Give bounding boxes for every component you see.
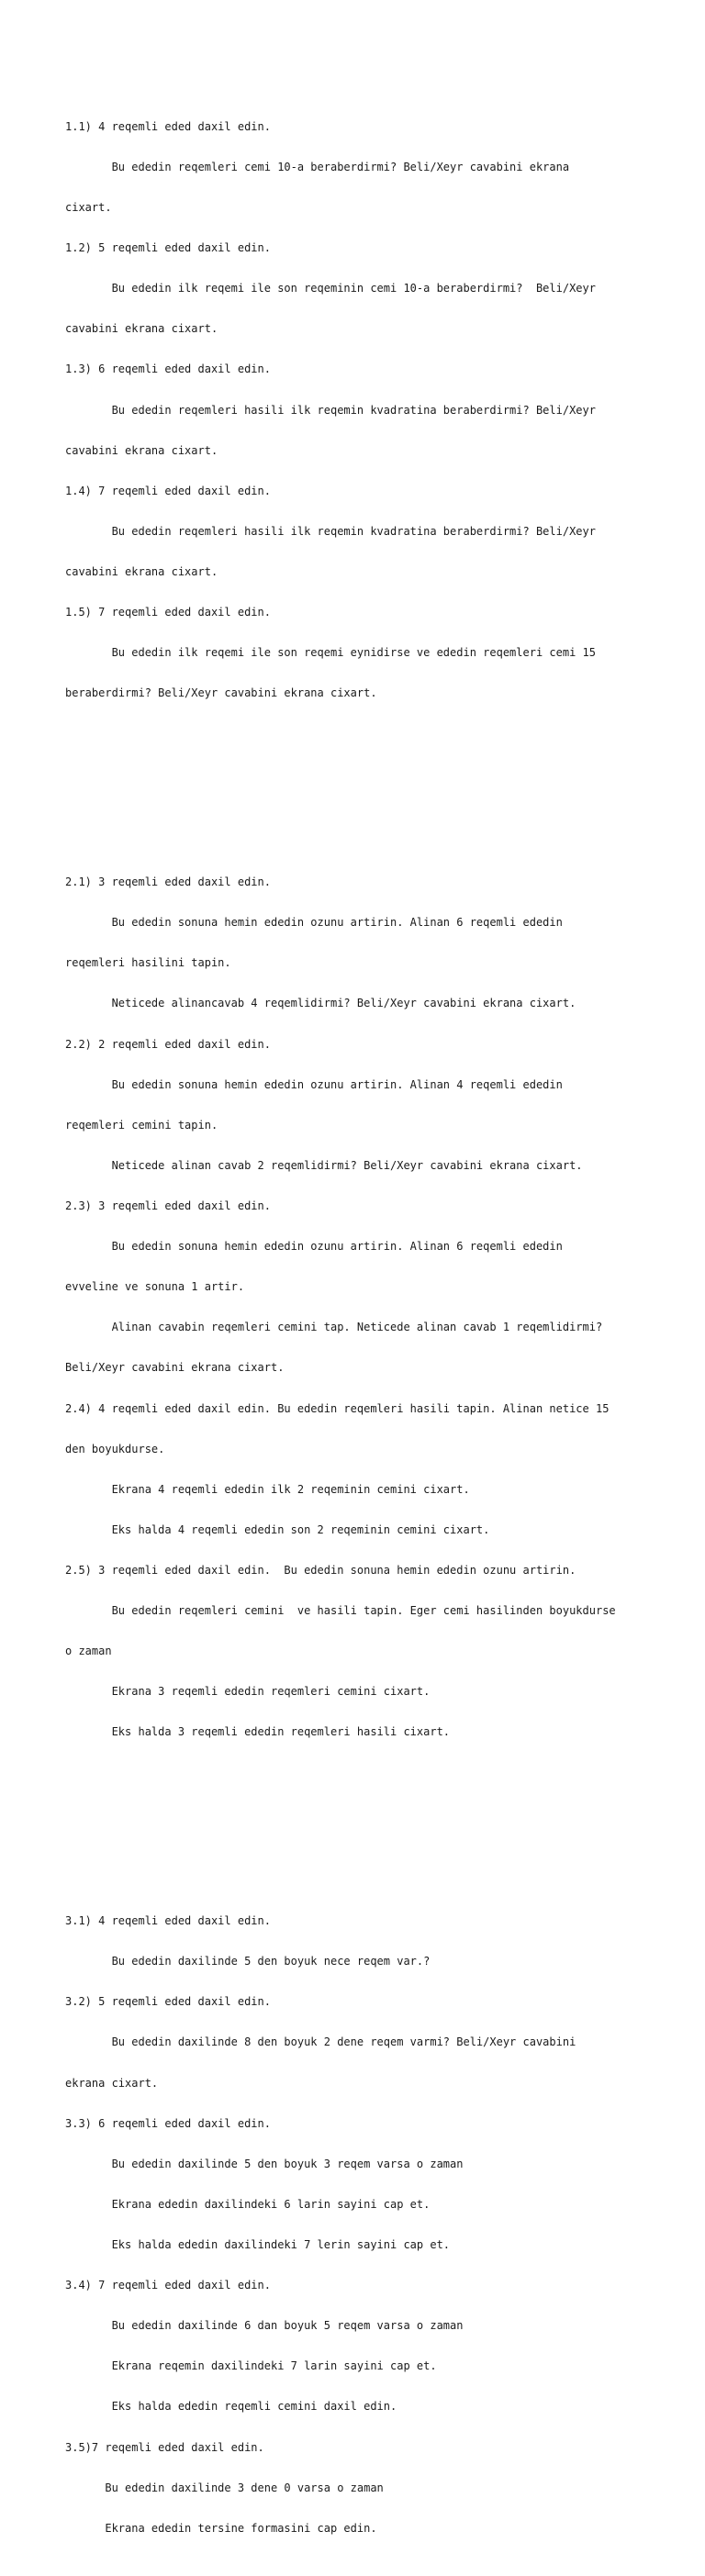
- text-line: Neticede alinancavab 4 reqemlidirmi? Beli/Xeyr cavabini ekrana cixart.: [65, 997, 576, 1010]
- text-line: Eks halda 3 reqemli ededin reqemleri hasili cixart.: [65, 1725, 451, 1739]
- text-line: 3.1) 4 reqemli eded daxil edin.: [65, 1914, 271, 1928]
- text-line: Ekrana 3 reqemli ededin reqemleri cemini cixart.: [65, 1685, 431, 1699]
- text-line: cixart.: [65, 201, 112, 215]
- text-line: 3.5)7 reqemli eded daxil edin.: [65, 2440, 264, 2454]
- section-1: [65, 93, 653, 727]
- text-line: Neticede alinan cavab 2 reqemlidirmi? Beli/Xeyr cavabini ekrana cixart.: [65, 1158, 583, 1172]
- text-line: Ekrana reqemin daxilindeki 7 larin sayini cap et.: [65, 2359, 437, 2373]
- text-line: Bu ededin sonuna hemin ededin ozunu artirin. Alinan 6 reqemli ededin: [65, 1240, 563, 1254]
- text-line: den boyukdurse.: [65, 1442, 165, 1455]
- text-line: beraberdirmi? Beli/Xeyr cavabini ekrana cixart.: [65, 686, 377, 700]
- text-line: Bu ededin daxilinde 6 dan boyuk 5 reqem varsa o zaman: [65, 2319, 464, 2333]
- text-line: 2.1) 3 reqemli eded daxil edin.: [65, 875, 271, 889]
- section-2: [65, 849, 653, 1767]
- text-line: cavabini ekrana cixart.: [65, 443, 218, 457]
- text-line: Bu ededin sonuna hemin ededin ozunu artirin. Alinan 4 reqemli ededin: [65, 1077, 563, 1091]
- text-line: Ekrana ededin daxilindeki 6 larin sayini cap et.: [65, 2197, 431, 2211]
- text-line: ekrana cixart.: [65, 2076, 159, 2090]
- document-body: [65, 66, 653, 2576]
- text-line: 1.3) 6 reqemli eded daxil edin.: [65, 362, 271, 376]
- text-line: Bu ededin sonuna hemin ededin ozunu artirin. Alinan 6 reqemli ededin: [65, 916, 563, 930]
- text-line: o zaman: [65, 1645, 112, 1658]
- text-line: Eks halda 4 reqemli ededin son 2 reqeminin cemini cixart.: [65, 1522, 490, 1536]
- text-line: 2.5) 3 reqemli eded daxil edin. Bu ededin sonuna hemin ededin ozunu artirin.: [65, 1563, 576, 1577]
- text-line: Bu ededin ilk reqemi ile son reqemi eynidirse ve ededin reqemleri cemi 15: [65, 646, 596, 660]
- text-line: Ekrana ededin tersine formasini cap edin.: [65, 2521, 377, 2535]
- text-line: Ekrana 4 reqemli ededin ilk 2 reqeminin cemini cixart.: [65, 1482, 470, 1496]
- text-line: cavabini ekrana cixart.: [65, 322, 218, 336]
- text-line: Bu ededin daxilinde 5 den boyuk nece reqem var.?: [65, 1955, 431, 1968]
- text-line: Eks halda ededin daxilindeki 7 lerin sayini cap et.: [65, 2237, 451, 2251]
- text-line: 2.2) 2 reqemli eded daxil edin.: [65, 1037, 271, 1051]
- text-line: Bu ededin reqemleri hasili ilk reqemin kvadratina beraberdirmi? Beli/Xeyr: [65, 403, 596, 417]
- text-line: evveline ve sonuna 1 artir.: [65, 1280, 245, 1294]
- text-line: Bu ededin reqemleri cemi 10-a beraberdirmi? Beli/Xeyr cavabini ekrana: [65, 160, 570, 173]
- text-line: Bu ededin reqemleri cemini ve hasili tapin. Eger cemi hasilinden boyukdurse: [65, 1604, 616, 1618]
- section-3: [65, 1888, 653, 2562]
- text-line: Bu ededin ilk reqemi ile son reqeminin cemi 10-a beraberdirmi? Beli/Xeyr: [65, 282, 596, 296]
- text-line: Bu ededin daxilinde 5 den boyuk 3 reqem varsa o zaman: [65, 2157, 464, 2170]
- text-line: 2.3) 3 reqemli eded daxil edin.: [65, 1199, 271, 1212]
- text-line: Eks halda ededin reqemli cemini daxil edin.: [65, 2400, 397, 2414]
- text-line: Beli/Xeyr cavabini ekrana cixart.: [65, 1361, 285, 1375]
- section-spacer: [65, 768, 653, 808]
- text-line: Bu ededin daxilinde 8 den boyuk 2 dene reqem varmi? Beli/Xeyr cavabini: [65, 2035, 576, 2049]
- text-line: 1.4) 7 reqemli eded daxil edin.: [65, 484, 271, 497]
- text-line: 3.4) 7 reqemli eded daxil edin.: [65, 2279, 271, 2292]
- text-line: reqemleri hasilini tapin.: [65, 956, 231, 970]
- section-spacer: [65, 1807, 653, 1847]
- text-line: 1.5) 7 reqemli eded daxil edin.: [65, 606, 271, 619]
- text-line: 2.4) 4 reqemli eded daxil edin. Bu ededin reqemleri hasili tapin. Alinan netice 15: [65, 1401, 610, 1415]
- text-line: Alinan cavabin reqemleri cemini tap. Neticede alinan cavab 1 reqemlidirmi?: [65, 1321, 603, 1334]
- text-line: 3.2) 5 reqemli eded daxil edin.: [65, 1995, 271, 2009]
- text-line: cavabini ekrana cixart.: [65, 565, 218, 579]
- text-line: Bu ededin daxilinde 3 dene 0 varsa o zaman: [65, 2481, 384, 2494]
- text-line: 1.1) 4 reqemli eded daxil edin.: [65, 119, 271, 133]
- text-line: 3.3) 6 reqemli eded daxil edin.: [65, 2116, 271, 2130]
- text-line: 1.2) 5 reqemli eded daxil edin.: [65, 241, 271, 255]
- text-line: reqemleri cemini tapin.: [65, 1118, 218, 1132]
- text-line: Bu ededin reqemleri hasili ilk reqemin kvadratina beraberdirmi? Beli/Xeyr: [65, 524, 596, 538]
